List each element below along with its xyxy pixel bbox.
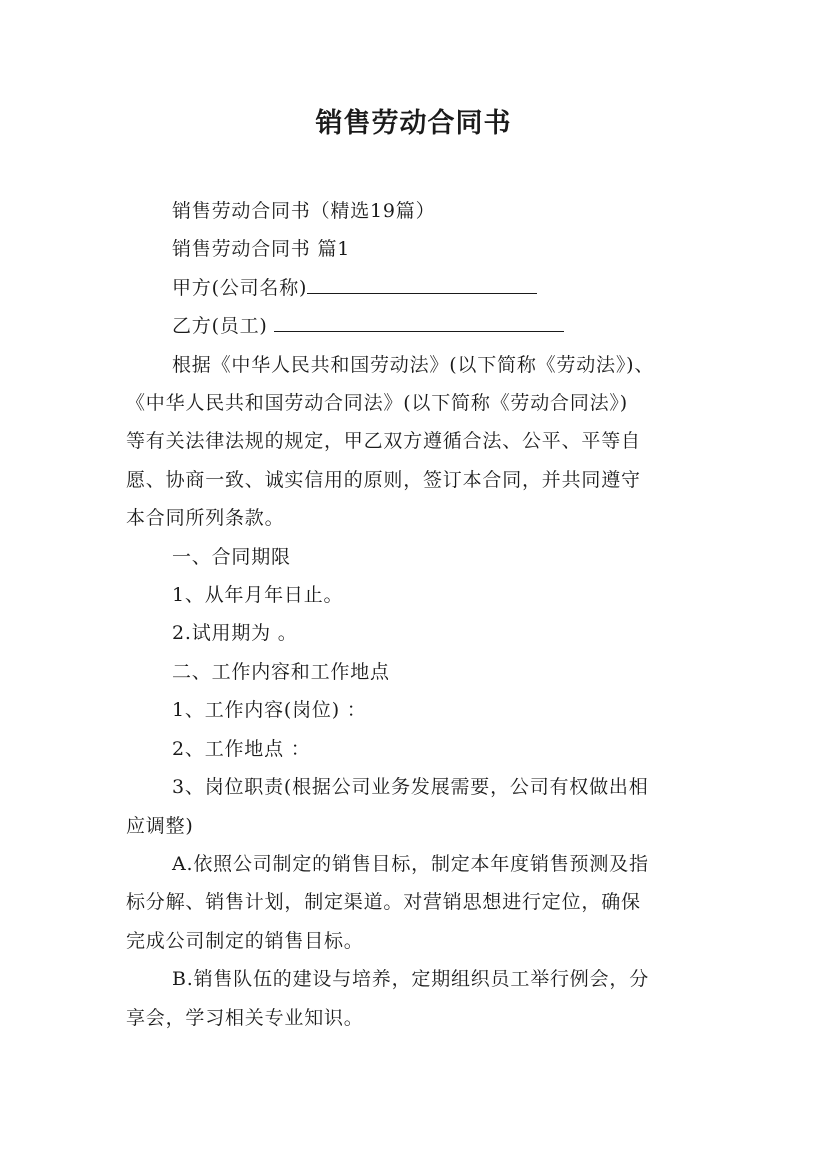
clause2-heading: 二、工作内容和工作地点 [172, 660, 390, 683]
document-title: 销售劳动合同书 [315, 108, 512, 139]
intro-line: 愿、协商一致、诚实信用的原则，签订本合同，并共同遵守 [126, 468, 641, 491]
party-b-label: 乙方(员工) [172, 315, 268, 338]
duty-a-line: 完成公司制定的销售目标。 [126, 929, 364, 952]
party-b-line [126, 307, 706, 345]
duty-b-line: B.销售队伍的建设与培养，定期组织员工举行例会，分 [172, 968, 650, 991]
duty-a-line: 标分解、销售计划，制定渠道。对营销思想进行定位，确保 [126, 891, 641, 914]
party-a-blank [307, 271, 537, 294]
document-body [126, 192, 706, 1037]
intro-line: 等有关法律法规的规定，甲乙双方遵循合法、公平、平等自 [126, 430, 641, 453]
intro-line: 本合同所列条款。 [126, 507, 285, 530]
clause2-item: 应调整) [126, 814, 194, 837]
clause2-item: 2、工作地点 ： [172, 737, 311, 760]
clause1-item: 1、从年月年日止。 [172, 584, 344, 607]
party-a-label: 甲方(公司名称) [172, 276, 308, 299]
intro-line: 根据《中华人民共和国劳动法》(以下简称《劳动法》)、 [172, 353, 655, 376]
party-b-blank [274, 309, 564, 332]
document-subtitle: 销售劳动合同书（精选19篇） [172, 200, 436, 222]
duty-a-line: A.依照公司制定的销售目标，制定本年度销售预测及指 [172, 852, 649, 875]
clause1-heading: 一、合同期限 [172, 545, 291, 568]
duty-b-line: 享会，学习相关专业知识。 [126, 1006, 364, 1029]
clause2-item: 1、工作内容(岗位) ： [172, 699, 367, 722]
clause1-item: 2.试用期为 。 [172, 622, 298, 645]
clause2-item: 3、岗位职责(根据公司业务发展需要，公司有权做出相 [172, 776, 649, 799]
section-heading: 销售劳动合同书 篇1 [172, 238, 351, 261]
party-a-line [126, 269, 706, 307]
intro-line: 《中华人民共和国劳动合同法》(以下简称《劳动合同法》) [126, 392, 628, 415]
